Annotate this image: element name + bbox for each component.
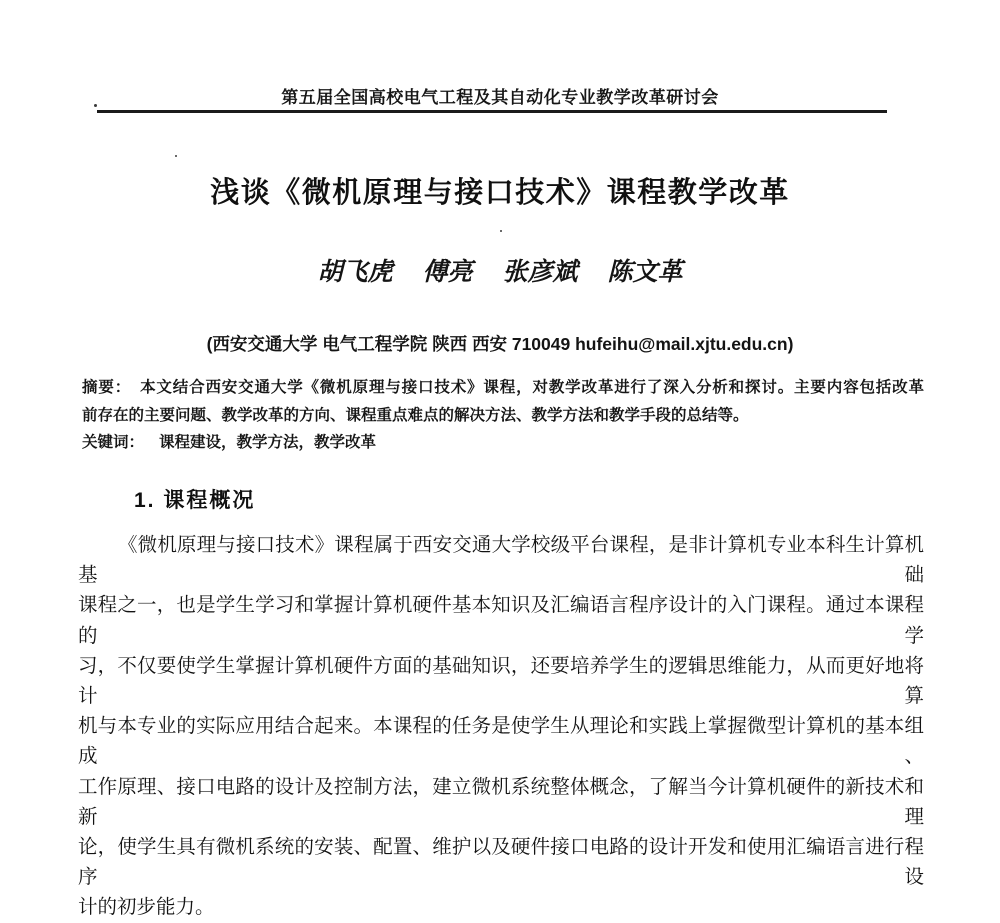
- body-line: 机与本专业的实际应用结合起来。本课程的任务是使学生从理论和实践上掌握微型计算机的基本组成、: [78, 715, 924, 768]
- author-name: 陈文革: [607, 259, 683, 286]
- author-name: 傅亮: [422, 259, 473, 286]
- body-line: 习，不仅要使学生掌握计算机硬件方面的基础知识，还要培养学生的逻辑思维能力，从而更好地将计算: [78, 654, 924, 708]
- body-line: 计的初步能力。: [78, 896, 215, 919]
- body-line: 课程之一，也是学生学习和掌握计算机硬件基本知识及汇编语言程序设计的入门课程。通过本课程的学: [78, 594, 924, 647]
- keywords-line: [82, 429, 924, 457]
- paper-title: 浅谈《微机原理与接口技术》课程教学改革: [210, 177, 790, 209]
- scan-speck: [94, 104, 97, 107]
- abstract-line-1: [82, 374, 924, 402]
- abstract-line-2: 前存在的主要问题、教学改革的方向、课程重点难点的解决方法、教学方法和教学手段的总结等。: [82, 406, 749, 424]
- section-1-heading: 1. 课程概况: [134, 489, 256, 512]
- scan-speck: [175, 155, 177, 157]
- abstract-block: [82, 374, 924, 457]
- keywords-text: 课程建设，教学方法，教学改革: [159, 434, 377, 451]
- body-line: 论，使学生具有微机系统的安装、配置、维护以及硬件接口电路的设计开发和使用汇编语言进行程序设: [78, 836, 924, 889]
- author-name: 张彦斌: [502, 259, 578, 286]
- body-line: 《微机原理与接口技术》课程属于西安交通大学校级平台课程，是非计算机专业本科生计算机基础: [78, 534, 924, 587]
- conference-header: 第五届全国高校电气工程及其自动化专业教学改革研讨会: [281, 88, 719, 107]
- section-1-paragraph: [78, 530, 924, 923]
- author-name: 胡飞虎: [317, 259, 393, 286]
- abstract-label: 摘要：: [82, 379, 132, 396]
- authors-row: [0, 252, 1000, 288]
- scan-speck: [500, 230, 502, 232]
- body-line: 工作原理、接口电路的设计及控制方法，建立微机系统整体概念，了解当今计算机硬件的新技术和新理: [78, 775, 924, 828]
- keywords-label: 关键词：: [82, 434, 145, 451]
- abstract-text-line-1: 本文结合西安交通大学《微机原理与接口技术》课程，对教学改革进行了深入分析和探讨。主要内容包括改革: [140, 379, 924, 396]
- affiliation: (西安交通大学 电气工程学院 陕西 西安 710049 hufeihu@mail.xjtu.edu.cn): [206, 334, 794, 354]
- header-divider-rule: [97, 110, 887, 113]
